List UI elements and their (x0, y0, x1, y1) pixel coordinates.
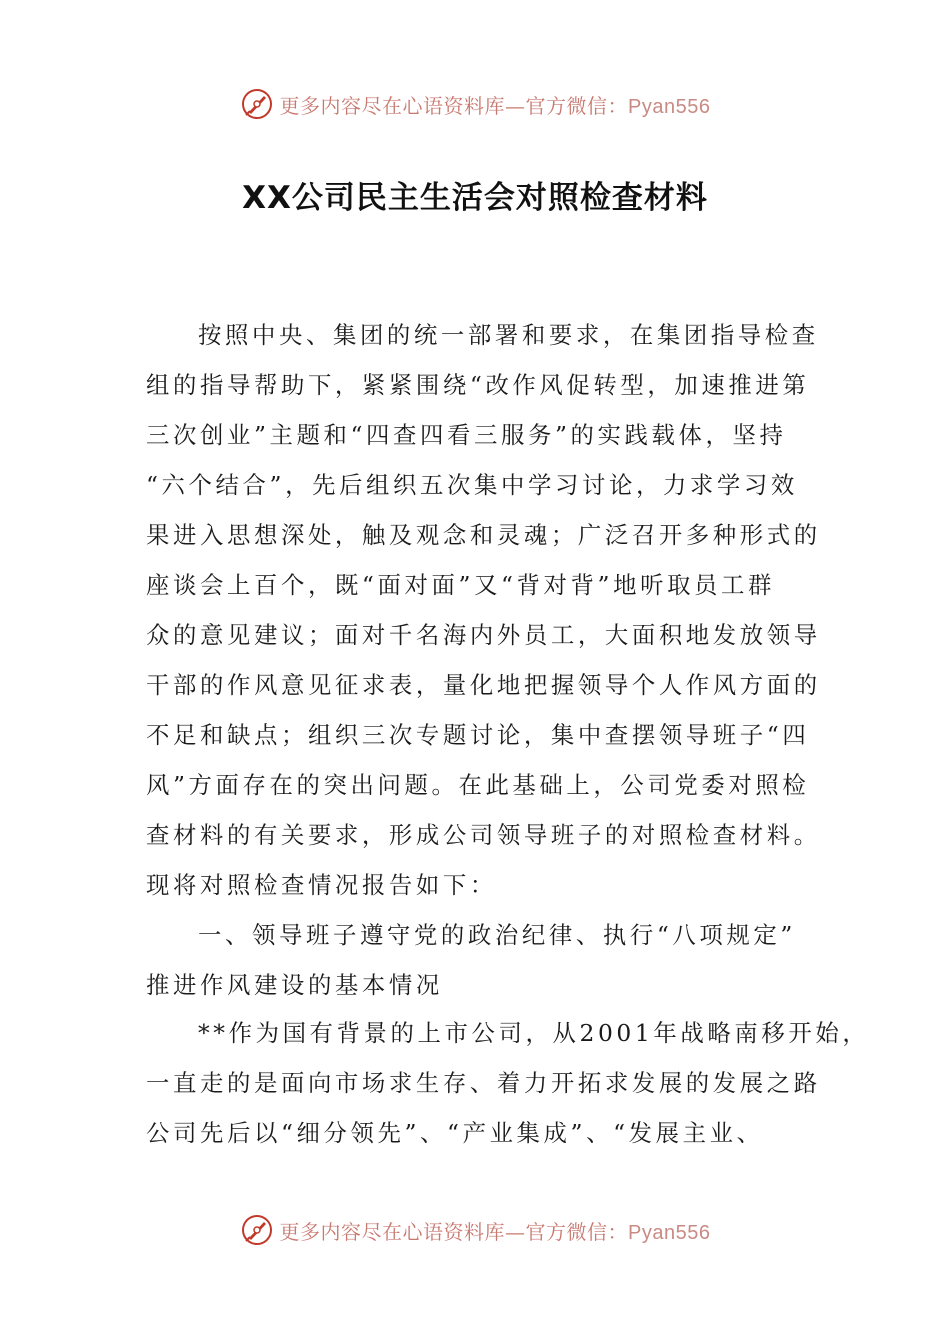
body-paragraph-1 (146, 310, 821, 910)
watermark-text: 更多内容尽在心语资料库—官方微信：Pyan556 (279, 1219, 711, 1244)
text-line: 现将对照检查情况报告如下： (146, 871, 497, 899)
text-line: 按照中央、集团的统一部署和要求，在集团指导检查 (198, 321, 819, 349)
text-line: 三次创业”主题和“四查四看三服务”的实践载体，坚持 (146, 421, 787, 449)
quill-logo-icon (240, 87, 274, 121)
watermark-text: 更多内容尽在心语资料库—官方微信：Pyan556 (279, 93, 711, 118)
text-line: 不足和缺点；组织三次专题讨论，集中查摆领导班子“四 (146, 721, 810, 749)
text-line: 风”方面存在的突出问题。在此基础上，公司党委对照检 (146, 771, 810, 799)
watermark-handle: Pyan556 (628, 1221, 711, 1244)
text-line: 一直走的是面向市场求生存、着力开拓求发展的发展之路 (146, 1069, 821, 1097)
text-line: 查材料的有关要求，形成公司领导班子的对照检查材料。 (146, 821, 821, 849)
watermark-header (0, 82, 950, 126)
section-heading-1 (146, 910, 806, 1010)
text-line: 座谈会上百个，既“面对面”又“背对背”地听取员工群 (146, 571, 776, 599)
text-line: 一、领导班子遵守党的政治纪律、执行“八项规定” (198, 921, 796, 949)
quill-logo-icon (240, 1213, 274, 1247)
text-line: 推进作风建设的基本情况 (146, 971, 443, 999)
body-paragraph-2 (146, 1008, 870, 1158)
text-line: 组的指导帮助下，紧紧围绕“改作风促转型，加速推进第 (146, 371, 810, 399)
text-line: **作为国有背景的上市公司，从2001年战略南移开始， (198, 1019, 870, 1047)
text-line: 干部的作风意见征求表，量化地把握领导个人作风方面的 (146, 671, 821, 699)
text-line: 果进入思想深处，触及观念和灵魂；广泛召开多种形式的 (146, 521, 821, 549)
text-line: 众的意见建议；面对千名海内外员工，大面积地发放领导 (146, 621, 821, 649)
text-line: “六个结合”，先后组织五次集中学习讨论，力求学习效 (146, 471, 798, 499)
page-title: XX公司民主生活会对照检查材料 (242, 180, 708, 216)
watermark-footer (0, 1208, 950, 1252)
watermark-handle: Pyan556 (628, 95, 711, 118)
text-line: 公司先后以“细分领先”、“产业集成”、“发展主业、 (146, 1119, 764, 1147)
